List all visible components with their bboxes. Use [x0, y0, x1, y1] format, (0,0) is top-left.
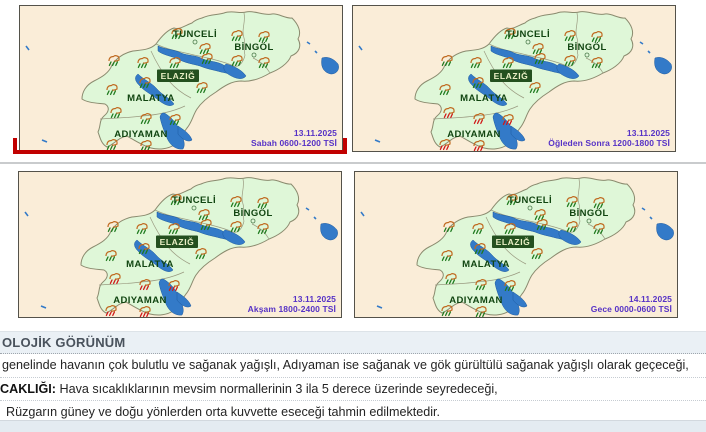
report-line-outlook	[0, 354, 706, 378]
province-label: ADIYAMAN	[113, 295, 167, 306]
panel-datetime	[248, 294, 336, 315]
elazig-label	[490, 70, 532, 83]
province-label: MALATYA	[127, 93, 175, 104]
panel-period: Akşam 1800-2400 TSİ	[247, 304, 336, 315]
row-divider	[0, 162, 706, 164]
report-line-bold: CAKLIĞI:	[0, 381, 56, 396]
svg-text:ELAZIĞ: ELAZIĞ	[493, 71, 529, 82]
bottom-scrollbar[interactable]	[0, 420, 706, 432]
panel-period: Gece 0000-0600 TSİ	[590, 304, 672, 315]
province-label: TUNCELİ	[173, 29, 217, 40]
svg-text:ELAZIĞ: ELAZIĞ	[160, 71, 196, 82]
panel-period: Öğleden Sonra 1200-1800 TSİ	[548, 138, 670, 149]
elazig-label	[492, 236, 534, 249]
report-line-text: Hava sıcaklıklarının mevsim normallerinin 3 ila 5 derece üzerinde seyredeceği,	[55, 381, 498, 396]
province-label: BİNGÖL	[567, 42, 607, 53]
province-label: MALATYA	[126, 259, 174, 270]
elazig-label	[157, 70, 199, 83]
panel-datetime	[591, 294, 672, 315]
province-label: TUNCELİ	[506, 29, 550, 40]
province-label: BİNGÖL	[233, 208, 273, 219]
province-label: TUNCELİ	[172, 195, 216, 206]
report-line-text: genelinde havanın çok bulutlu ve sağanak yağışlı, Adıyaman ise sağanak ve gök gürültülü sağanak yağışlı olarak geçeceği,	[2, 358, 689, 372]
province-label: TUNCELİ	[508, 195, 552, 206]
elazig-label	[156, 236, 198, 249]
province-label: ADIYAMAN	[449, 295, 503, 306]
province-label: BİNGÖL	[234, 42, 274, 53]
panel-period: Sabah 0600-1200 TSİ	[250, 138, 337, 149]
report-line-temperature	[0, 378, 706, 402]
panel-datetime	[251, 128, 337, 149]
province-label: ADIYAMAN	[114, 129, 168, 140]
panel-date: 14.11.2025	[628, 293, 672, 304]
report-line-text: Rüzgarın güney ve doğu yönlerden orta kuvvette eseceği tahmin edilmektedir.	[6, 405, 441, 420]
forecast-map-panel[interactable]	[18, 171, 342, 318]
panel-datetime	[548, 128, 670, 149]
svg-text:ELAZIĞ: ELAZIĞ	[159, 237, 195, 248]
forecast-map-panel[interactable]	[19, 5, 343, 152]
panel-date: 13.11.2025	[626, 127, 670, 138]
weather-report-section	[0, 331, 706, 425]
forecast-map-panel[interactable]	[352, 5, 676, 152]
province-label: BİNGÖL	[569, 208, 609, 219]
report-header: OLOJİK GÖRÜNÜM	[0, 331, 706, 354]
province-label: MALATYA	[460, 93, 508, 104]
panel-date: 13.11.2025	[292, 293, 336, 304]
province-label: MALATYA	[462, 259, 510, 270]
svg-text:ELAZIĞ: ELAZIĞ	[495, 237, 531, 248]
forecast-map-panel[interactable]	[354, 171, 678, 318]
panel-date: 13.11.2025	[293, 127, 337, 138]
province-label: ADIYAMAN	[447, 129, 501, 140]
